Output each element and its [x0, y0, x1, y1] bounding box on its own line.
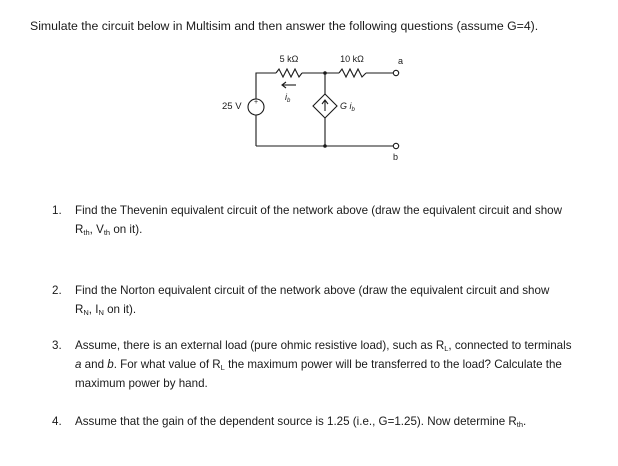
question-text: Assume that the gain of the dependent source is 1.25 (i.e., G=1.25). Now determine $R_{th}$. — [75, 415, 527, 429]
question-line-2: $R_N$, $I_N$ on it). — [75, 303, 137, 317]
terminal-b-label: b — [393, 152, 399, 162]
question-2 — [52, 281, 602, 323]
current-ib-label: $i_b$ — [285, 92, 291, 104]
junction-bottom — [323, 144, 327, 148]
question-text: Find the Thevenin equivalent circuit of the network above (draw the equivalent circuit and show — [75, 204, 562, 217]
source-plus-sign: + — [253, 99, 259, 106]
problem-intro: Simulate the circuit below in Multisim and then answer the following questions (assume G=4). — [30, 19, 539, 33]
question-1 — [52, 201, 602, 243]
question-number: 2. — [52, 284, 62, 297]
resistor-5k-label: 5 kΩ — [279, 54, 299, 64]
circuit-diagram — [0, 0, 618, 170]
junction-top — [323, 71, 327, 75]
question-number: 4. — [52, 415, 62, 428]
question-line-2: a and b. For what value of $R_L$ the maximum power will be transferred to the load? Calculate the — [75, 358, 562, 372]
wire-top-left — [256, 73, 276, 99]
terminal-a — [393, 70, 398, 75]
question-4 — [52, 412, 602, 434]
terminal-a-label: a — [398, 56, 404, 66]
resistor-5k — [276, 69, 302, 77]
question-line-1: Assume, there is an external load (pure ohmic resistive load), such as $R_L$, connected to terminals — [75, 339, 572, 353]
question-number: 1. — [52, 204, 62, 217]
question-line-3: maximum power by hand. — [75, 377, 208, 390]
terminal-b — [393, 143, 398, 148]
source-25v-label: 25 V — [222, 101, 242, 112]
question-3 — [52, 336, 602, 396]
question-line-2: $R_{th}$, $V_{th}$ on it). — [75, 223, 143, 237]
resistor-10k — [339, 69, 366, 77]
dep-source-label: G $i_b$ — [340, 101, 355, 113]
question-number: 3. — [52, 339, 62, 352]
question-text: Find the Norton equivalent circuit of the network above (draw the equivalent circuit and show — [75, 284, 550, 297]
resistor-10k-label: 10 kΩ — [340, 54, 364, 64]
